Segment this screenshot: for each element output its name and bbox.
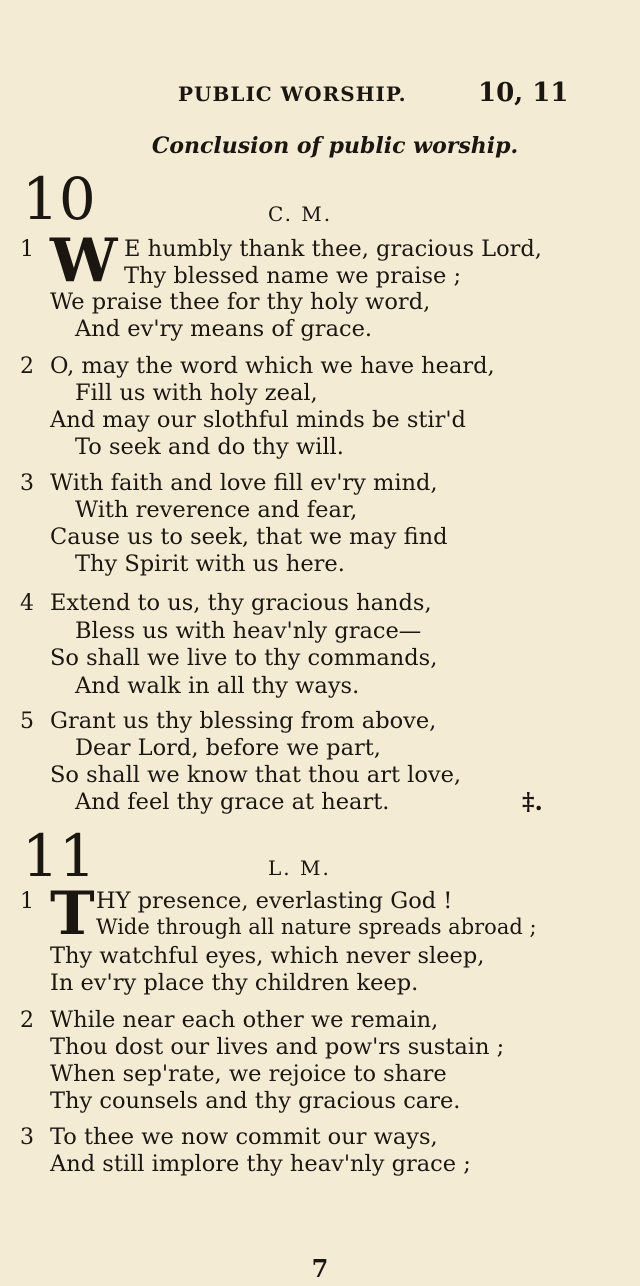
verse-line: And ev'ry means of grace. [75, 316, 373, 342]
verse-line: Thy Spirit with us here. [75, 551, 345, 577]
verse-line: And still implore thy heav'nly grace ; [50, 1151, 471, 1177]
page-folio: 7 [311, 1254, 329, 1283]
verse-line: E humbly thank thee, gracious Lord, [124, 236, 542, 262]
verse-number: 3 [20, 471, 34, 496]
verse-line: So shall we know that thou art love, [50, 762, 462, 788]
verse-number: 3 [20, 1125, 34, 1150]
verse-line: O, may the word which we have heard, [50, 353, 495, 379]
verse-line: And feel thy grace at heart. [75, 789, 390, 815]
verse-line: Thy watchful eyes, which never sleep, [50, 943, 485, 969]
verse-line: And may our slothful minds be stir'd [50, 407, 466, 433]
verse-line: Thy blessed name we praise ; [124, 263, 462, 289]
end-mark: ‡. [522, 787, 543, 816]
hymn-number-11: 11 [22, 822, 96, 890]
verse-line: Extend to us, thy gracious hands, [50, 590, 432, 616]
verse-number: 1 [20, 889, 34, 914]
drop-cap: W [50, 226, 118, 296]
verse-line: To seek and do thy will. [75, 434, 344, 460]
verse-line: We praise thee for thy holy word, [50, 289, 431, 315]
verse-line: Fill us with holy zeal, [75, 380, 318, 406]
running-head-hymn-numbers: 10, 11 [478, 78, 569, 108]
verse-line: Wide through all nature spreads abroad ; [96, 915, 537, 939]
running-head [0, 78, 640, 112]
verse-line: Thou dost our lives and pow'rs sustain ; [50, 1034, 505, 1060]
verse-line: And walk in all thy ways. [75, 673, 360, 699]
verse-line: With reverence and fear, [75, 497, 358, 523]
drop-cap: T [50, 879, 95, 949]
verse-line: In ev'ry place thy children keep. [50, 970, 419, 996]
verse-line: Cause us to seek, that we may find [50, 524, 448, 550]
verse-number: 2 [20, 1008, 34, 1033]
hymn-number-10: 10 [22, 165, 96, 233]
section-title: Conclusion of public worship. [151, 133, 519, 159]
verse-number: 1 [20, 237, 34, 262]
verse-line: While near each other we remain, [50, 1007, 439, 1033]
verse-line: Dear Lord, before we part, [75, 735, 381, 761]
verse-line: Grant us thy blessing from above, [50, 708, 437, 734]
verse-line: When sep'rate, we rejoice to share [50, 1061, 447, 1087]
verse-line: HY presence, everlasting God ! [96, 888, 453, 914]
hymn-meter-11: L. M. [268, 856, 331, 880]
running-head-title: PUBLIC WORSHIP. [178, 82, 407, 106]
verse-line: Thy counsels and thy gracious care. [50, 1088, 461, 1114]
verse-number: 2 [20, 354, 34, 379]
verse-number: 4 [20, 591, 34, 616]
verse-line: Bless us with heav'nly grace— [75, 618, 422, 644]
verse-line: So shall we live to thy commands, [50, 645, 438, 671]
verse-number: 5 [20, 709, 34, 734]
verse-line: To thee we now commit our ways, [50, 1124, 438, 1150]
verse-line: With faith and love fill ev'ry mind, [50, 470, 438, 496]
hymn-meter-10: C. M. [268, 202, 333, 226]
